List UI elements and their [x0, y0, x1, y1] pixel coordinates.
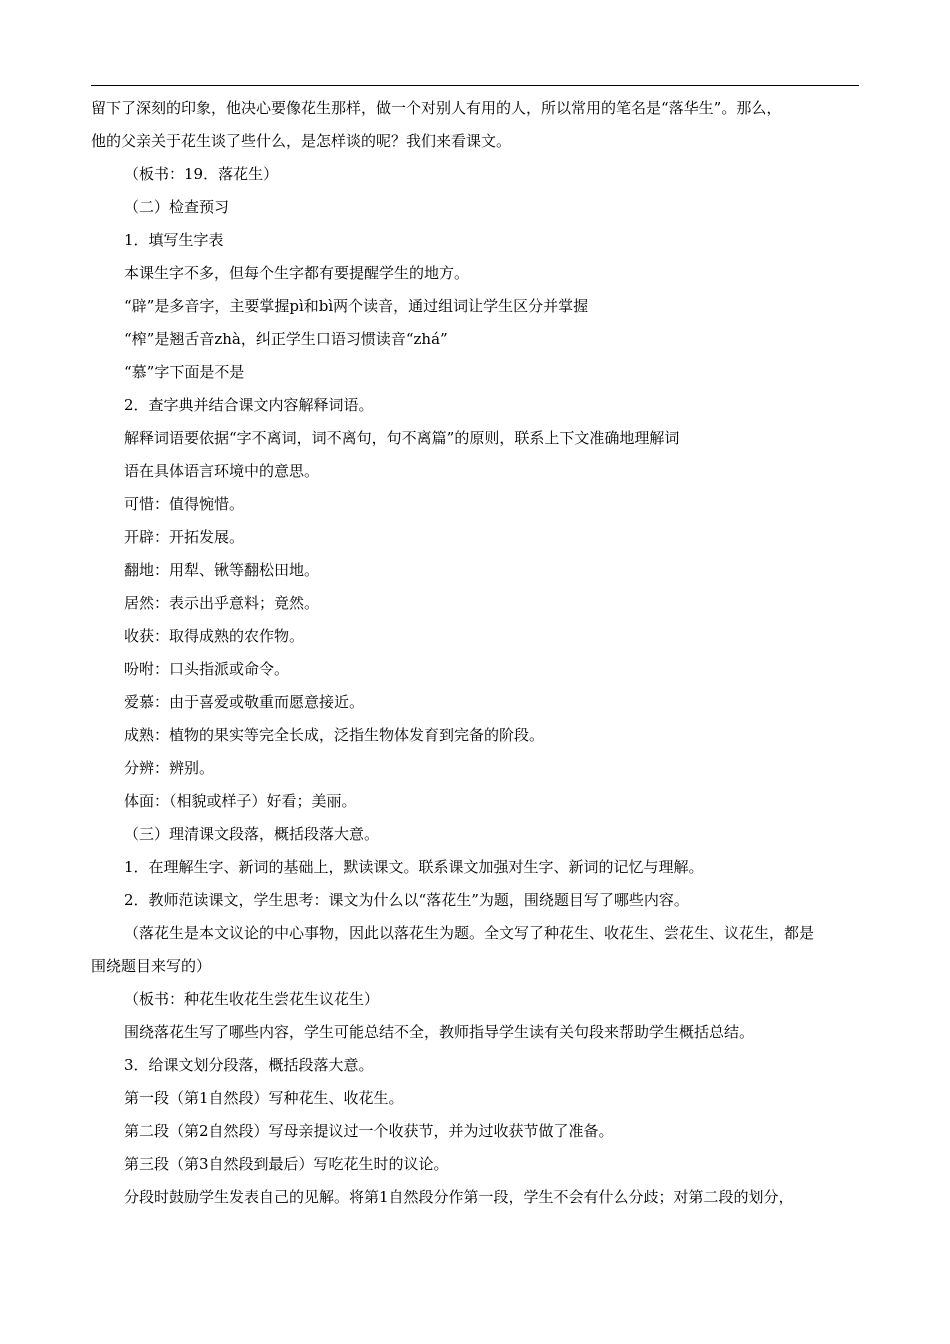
header-rule — [91, 85, 859, 86]
text-line: 1．填写生字表 — [124, 231, 224, 249]
text-line: （落花生是本文议论的中心事物，因此以落花生为题。全文写了种花生、收花生、尝花生、议花生，都是 — [124, 924, 815, 942]
text-line: 留下了深刻的印象，他决心要像花生那样，做一个对别人有用的人，所以常用的笔名是“落华生”。那么， — [91, 99, 782, 117]
text-line: （三）理清课文段落，概括段落大意。 — [124, 825, 380, 843]
text-line: 居然：表示出乎意料；竟然。 — [124, 594, 320, 612]
text-line: 本课生字不多，但每个生字都有要提醒学生的地方。 — [124, 264, 470, 282]
text-line: 2．查字典并结合课文内容解释词语。 — [124, 396, 374, 414]
text-line: 体面：（相貌或样子）好看；美丽。 — [124, 792, 357, 810]
text-line: 第三段（第3自然段到最后）写吃花生时的议论。 — [124, 1155, 449, 1173]
text-line: 收获：取得成熟的农作物。 — [124, 627, 305, 645]
text-line: 爱慕：由于喜爱或敬重而愿意接近。 — [124, 693, 365, 711]
text-line: 成熟：植物的果实等完全长成，泛指生物体发育到完备的阶段。 — [124, 726, 545, 744]
text-line: 他的父亲关于花生谈了些什么，是怎样谈的呢？我们来看课文。 — [91, 132, 512, 150]
text-line: 1．在理解生字、新词的基础上，默读课文。联系课文加强对生字、新词的记忆与理解。 — [124, 858, 704, 876]
text-line: “慕”字下面是不是 — [124, 363, 245, 381]
text-line: 分段时鼓励学生发表自己的见解。将第1自然段分作第一段，学生不会有什么分歧；对第二段的划分， — [124, 1188, 794, 1206]
document-body — [91, 92, 861, 1214]
text-line: “榨”是翘舌音zhà，纠正学生口语习惯读音“zhá” — [124, 330, 448, 348]
text-line: （板书：种花生收花生尝花生议花生） — [124, 990, 380, 1008]
text-line: 2．教师范读课文，学生思考：课文为什么以“落花生”为题，围绕题目写了哪些内容。 — [124, 891, 689, 909]
text-line: 开辟：开拓发展。 — [124, 528, 245, 546]
text-line: 3．给课文划分段落，概括段落大意。 — [124, 1056, 374, 1074]
text-line: 分辨：辨别。 — [124, 759, 215, 777]
text-line: 第二段（第2自然段）写母亲提议过一个收获节，并为过收获节做了准备。 — [124, 1122, 614, 1140]
text-line: 翻地：用犁、锹等翻松田地。 — [124, 561, 320, 579]
text-line: （板书：19．落花生） — [124, 165, 279, 183]
text-line: 语在具体语言环境中的意思。 — [124, 462, 320, 480]
text-line: （二）检查预习 — [124, 198, 230, 216]
text-line: “辟”是多音字，主要掌握pì和bì两个读音，通过组词让学生区分并掌握 — [124, 297, 589, 315]
text-line: 可惜：值得惋惜。 — [124, 495, 245, 513]
text-line: 围绕落花生写了哪些内容，学生可能总结不全，教师指导学生读有关句段来帮助学生概括总结。 — [124, 1023, 755, 1041]
text-line: 围绕题目来写的） — [91, 957, 212, 975]
text-line: 解释词语要依据“字不离词，词不离句，句不离篇”的原则，联系上下文准确地理解词 — [124, 429, 680, 447]
text-line: 第一段（第1自然段）写种花生、收花生。 — [124, 1089, 404, 1107]
text-line: 吩咐：口头指派或命令。 — [124, 660, 290, 678]
